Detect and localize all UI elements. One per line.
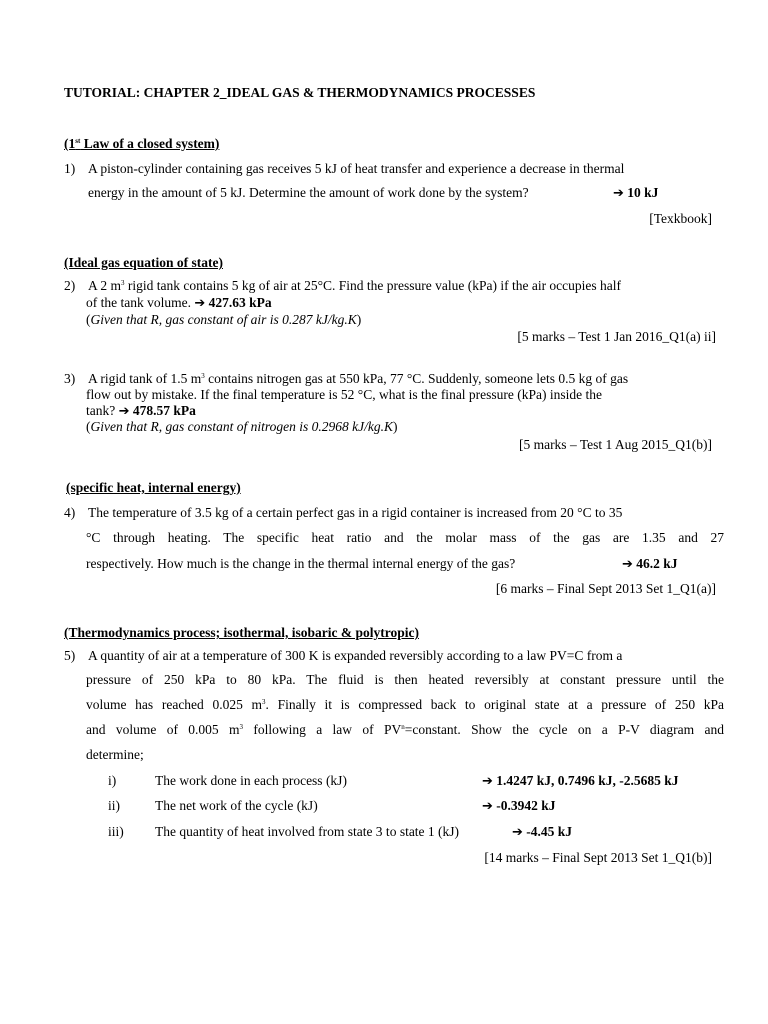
question-3-given [86,419,397,435]
question-1-source: [Texkbook] [649,211,712,226]
question-2-given [86,312,361,328]
text: ( [86,312,91,327]
sub-question-number: iii) [108,824,124,839]
text: A rigid tank of 1.5 m [88,371,202,386]
text: of the tank volume. [86,295,191,310]
section-heading-first-law [64,136,219,152]
question-number: 4) [64,505,76,520]
question-3-source: [5 marks – Test 1 Aug 2015_Q1(b)] [518,437,712,452]
question-3-line-3 [86,403,196,420]
document-title: TUTORIAL: CHAPTER 2_IDEAL GAS & THERMODYNAMICS PROCESSES [64,85,536,100]
sub-question-number: ii) [108,798,120,813]
text: volume has reached 0.025 m [86,697,263,712]
superscript: st [75,137,81,145]
question-3-line-2: flow out by mistake. If the final temperature is 52 °C, what is the final pressure (kPa) inside the [86,387,603,402]
question-4-source: [6 marks – Final Sept 2013 Set 1_Q1(a)] [495,581,716,596]
question-5-line-3 [86,697,724,713]
question-number: 5) [64,648,76,663]
question-5-line-1: A quantity of air at a temperature of 300 K is expanded reversibly according to a law PV=C from a [88,648,623,663]
arrow-icon: ➔ [482,799,493,814]
sub-question-text: The net work of the cycle (kJ) [155,798,318,813]
text: rigid tank contains 5 kg of air at 25°C. Find the pressure value (kPa) if the air occupies half [124,278,622,293]
arrow-icon: ➔ [613,186,624,201]
superscript: 3 [121,279,125,287]
given-text: Given that R, gas constant of air is 0.287 kJ/kg.K [90,312,357,327]
question-1-line-2: energy in the amount of 5 kJ. Determine the amount of work done by the system? [88,185,529,200]
question-number: 3) [64,371,76,386]
text: following a law of PV [243,722,402,737]
superscript: 3 [262,698,266,706]
question-number: 1) [64,161,76,176]
question-4-answer [622,556,678,573]
text: and volume of 0.005 m [86,722,240,737]
sub-question-answer [482,798,556,815]
text: A 2 m [88,278,122,293]
superscript: 3 [201,372,205,380]
superscript: n [401,723,405,731]
arrow-icon: ➔ [622,557,633,572]
arrow-icon: ➔ [512,825,523,840]
sub-question-text: The quantity of heat involved from state 3 to state 1 (kJ) [155,824,460,839]
arrow-icon: ➔ [482,774,493,789]
question-5-line-5: determine; [86,747,144,762]
heading-text: Law of a closed system) [80,136,220,151]
text: contains nitrogen gas at 550 kPa, 77 °C. Suddenly, someone lets 0.5 kg of gas [204,371,629,386]
question-5-source: [14 marks – Final Sept 2013 Set 1_Q1(b)] [484,850,712,865]
question-3-line-1 [88,371,628,387]
question-5-line-4 [86,722,724,738]
answer-text: 10 kJ [627,185,659,200]
section-heading-thermo-process: (Thermodynamics process; isothermal, isobaric & polytropic) [64,625,419,640]
question-1-answer [613,185,658,202]
section-heading-ideal-gas: (Ideal gas equation of state) [64,255,223,270]
question-4-line-1: The temperature of 3.5 kg of a certain perfect gas in a rigid container is increased from 20 °C to 35 [88,505,623,520]
question-2-line-2 [86,295,272,312]
section-heading-specific-heat: (specific heat, internal energy) [66,480,241,495]
answer-text: 1.4247 kJ, 0.7496 kJ, -2.5685 kJ [496,773,679,788]
question-number: 2) [64,278,76,293]
question-2-line-1 [88,278,621,294]
question-4-line-3: respectively. How much is the change in the thermal internal energy of the gas? [86,556,516,571]
question-4-line-2: °C through heating. The specific heat ratio and the molar mass of the gas are 1.35 and 27 [86,530,724,545]
given-text: Given that R, gas constant of nitrogen is 0.2968 kJ/kg.K [90,419,393,434]
sub-question-answer [512,824,572,841]
question-1-line-1: A piston-cylinder containing gas receives 5 kJ of heat transfer and experience a decrease in thermal [88,161,625,176]
superscript: 3 [239,723,244,731]
sub-question-number: i) [108,773,117,788]
arrow-icon: ➔ [118,404,130,419]
text: ) [392,419,398,434]
heading-text: (1 [64,136,76,151]
text: ( [86,419,91,434]
text: =constant. Show the cycle on a P-V diagram and [404,722,725,737]
question-5-line-2: pressure of 250 kPa to 80 kPa. The fluid is then heated reversibly at constant pressure until the [86,672,724,687]
answer-text: 46.2 kJ [636,556,678,571]
answer-text: 427.63 kPa [208,295,272,310]
sub-question-answer [482,773,679,790]
arrow-icon: ➔ [194,296,206,311]
text: tank? [86,403,116,418]
question-2-source: [5 marks – Test 1 Jan 2016_Q1(a) ii] [517,329,716,344]
text: . Finally it is compressed back to original state at a pressure of 250 kPa [265,697,725,712]
answer-text: 478.57 kPa [132,403,196,418]
answer-text: -0.3942 kJ [496,798,556,813]
text: ) [356,312,362,327]
sub-question-text: The work done in each process (kJ) [155,773,347,788]
answer-text: -4.45 kJ [526,824,573,839]
